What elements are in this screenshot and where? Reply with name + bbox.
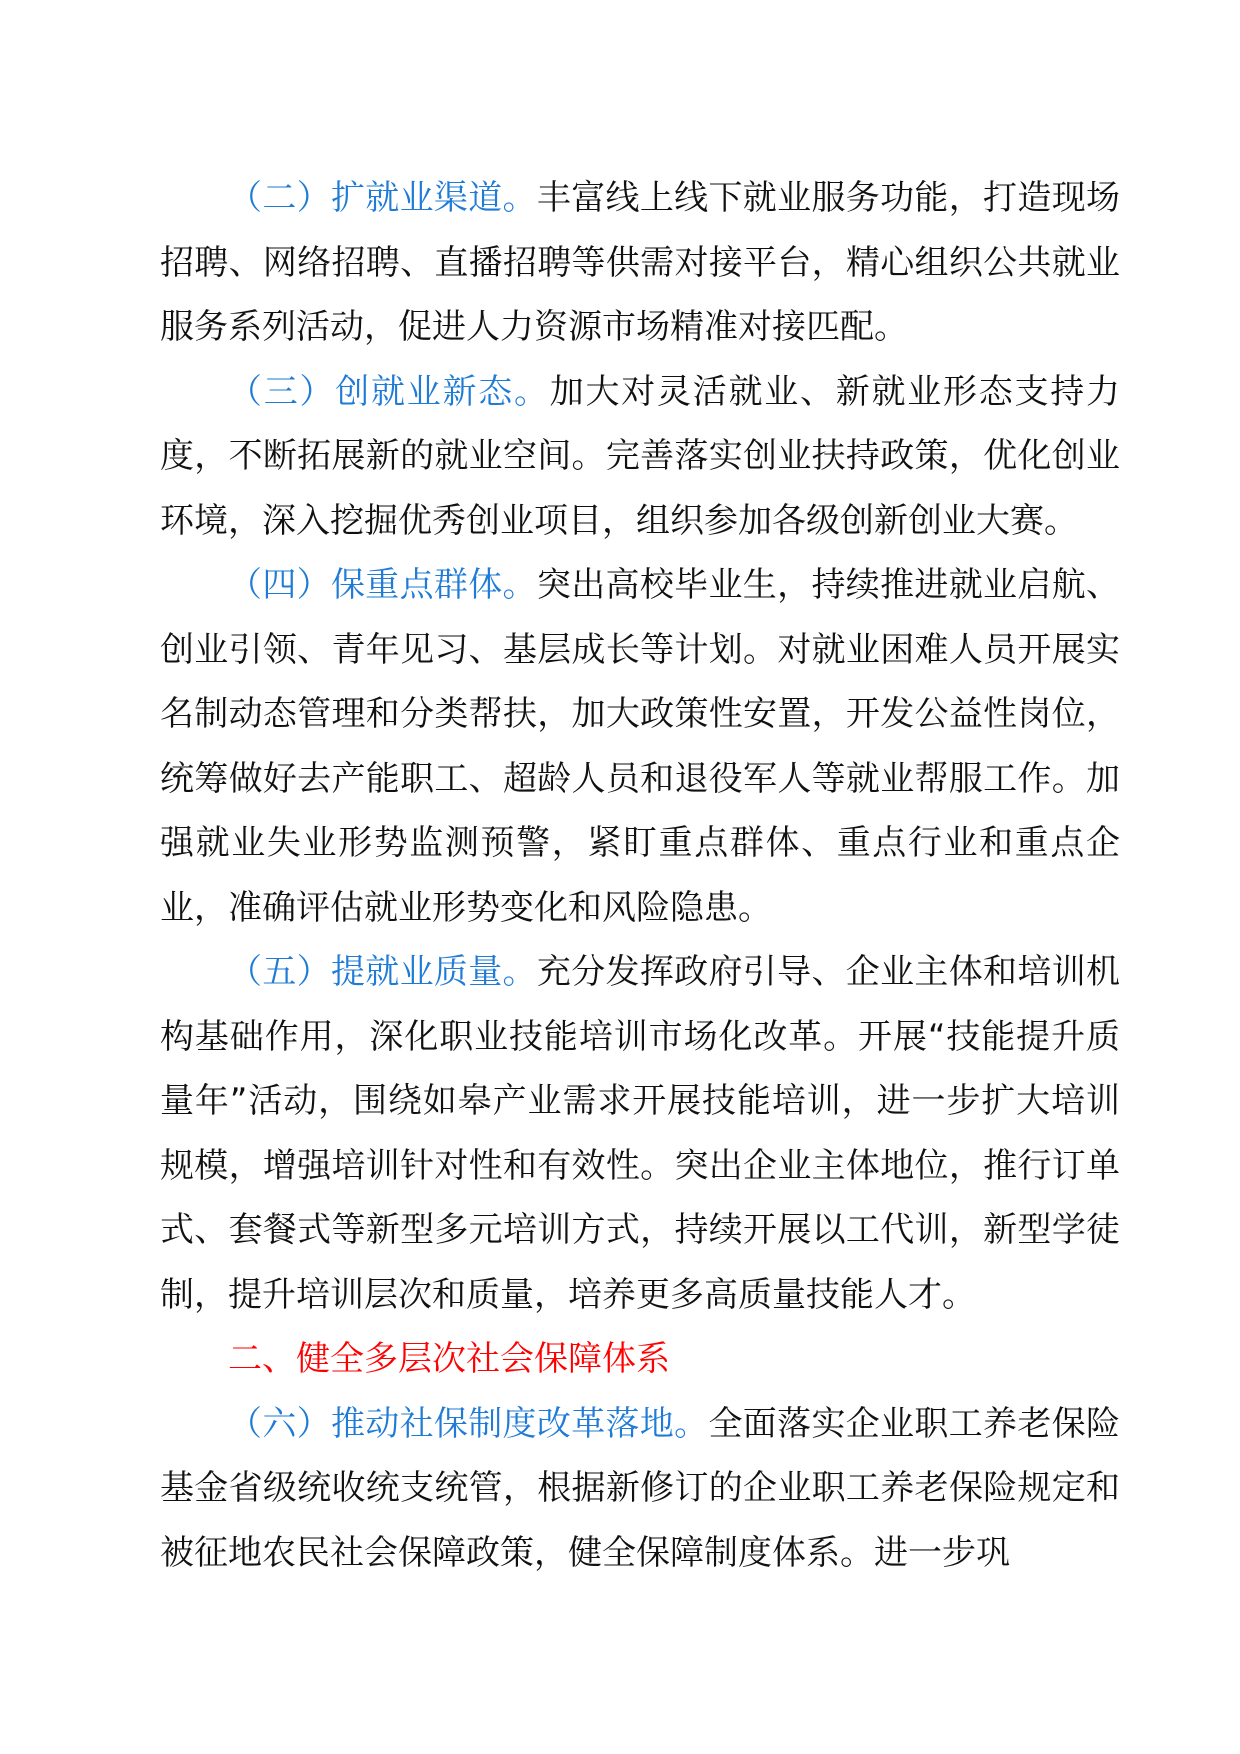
paragraph-body: 加大对灵活就业、新就业形态支持力度，不断拓展新的就业空间。完善落实创业扶持政策，优化创业环境，深入挖掘优秀创业项目，组织参加各级创新创业大赛。 [160,371,1120,541]
paragraph-body: 全面落实企业职工养老保险基金省级统收统支统管，根据新修订的企业职工养老保险规定和被征地农民社会保障政策，健全保障制度体系。进一步巩 [160,1403,1121,1573]
paragraph-body: 丰富线上线下就业服务功能，打造现场招聘、网络招聘、直播招聘等供需对接平台，精心组织公共就业服务系列活动，促进人力资源市场精准对接匹配。 [160,178,1121,347]
paragraph-lead: （五）提就业质量。 [228,952,537,992]
paragraph-lead: （六）推动社保制度改革落地。 [228,1403,709,1444]
document-body [160,166,1120,1585]
paragraph-lead: （四）保重点群体。 [228,565,537,605]
paragraph-lead: （三）创就业新态。 [228,371,550,412]
section-heading: 二、健全多层次社会保障体系 [228,1339,670,1379]
paragraph-expand-employment-channels [160,166,1120,360]
paragraph-social-security-reform [160,1392,1120,1586]
paragraph-employment-quality [160,940,1120,1327]
paragraph-body: 突出高校毕业生，持续推进就业启航、创业引领、青年见习、基层成长等计划。对就业困难人员开展实名制动态管理和分类帮扶，加大政策性安置，开发公益性岗位，统筹做好去产能职工、超龄人员和退役军人等就业帮服工作。加强就业失业形势监测预警，紧盯重点群体、重点行业和重点企业，准确评估就业形势变化和风险隐患。 [160,565,1121,928]
paragraph-lead: （二）扩就业渠道。 [228,178,537,218]
paragraph-body: 充分发挥政府引导、企业主体和培训机构基础作用，深化职业技能培训市场化改革。开展“技能提升质量年”活动，围绕如皋产业需求开展技能培训，进一步扩大培训规模，增强培训针对性和有效性。突出企业主体地位，推行订单式、套餐式等新型多元培训方式，持续开展以工代训，新型学徒制，提升培训层次和质量，培养更多高质量技能人才。 [160,952,1121,1315]
paragraph-new-employment-forms [160,360,1120,554]
paragraph-key-groups [160,553,1120,940]
